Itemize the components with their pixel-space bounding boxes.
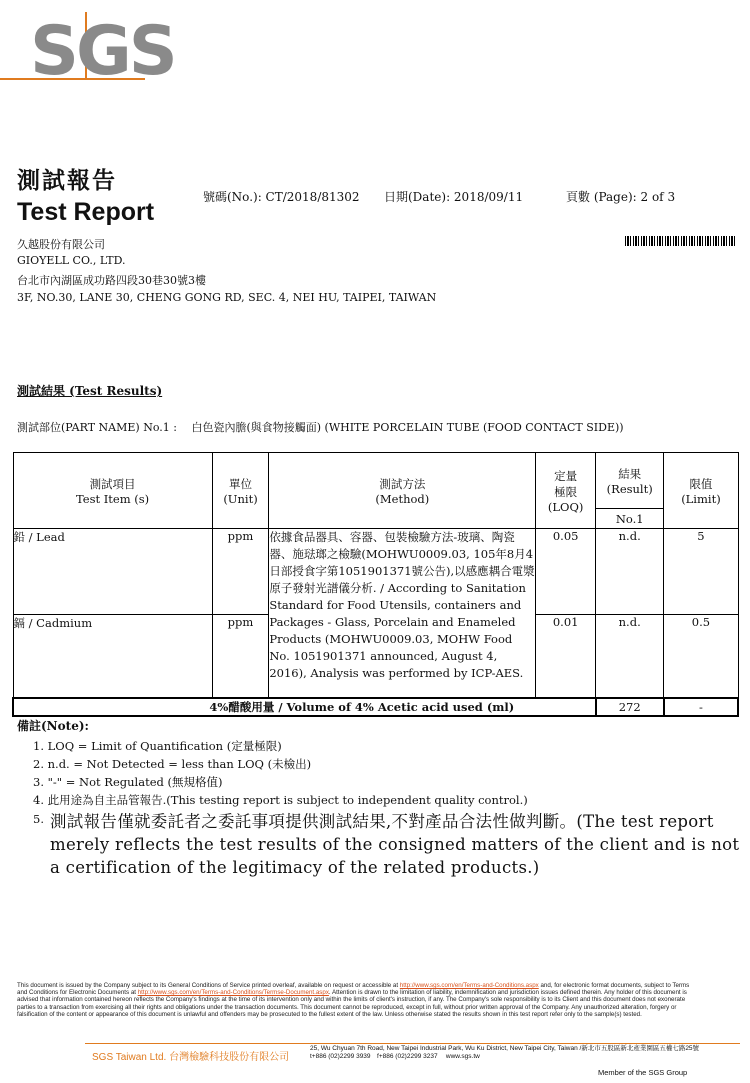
note-item: 2. n.d. = Not Detected = less than LOQ (未檢出) [33, 757, 312, 771]
row-unit: ppm [212, 529, 269, 615]
header-loq: 定量 極限 (LOQ) [536, 453, 596, 529]
volume-result: 272 [596, 698, 664, 716]
row-result: n.d. [596, 615, 664, 698]
client-address-en: 3F, NO.30, LANE 30, CHENG GONG RD, SEC. 4, NEI HU, TAIPEI, TAIWAN [17, 291, 437, 304]
row-item: 鎘 / Cadmium [13, 615, 212, 698]
test-results-heading: 測試結果 (Test Results) [17, 384, 163, 398]
report-title-en: Test Report [17, 198, 155, 226]
table-row [13, 529, 738, 615]
volume-row [13, 698, 738, 716]
volume-label: 4%醋酸用量 / Volume of 4% Acetic acid used (ml) [13, 698, 596, 716]
footer-contact [310, 1045, 699, 1061]
results-table [12, 452, 739, 717]
report-date: 日期(Date): 2018/09/11 [384, 190, 524, 204]
terms-link[interactable]: http://www.sgs.com/en/Terms-and-Conditions.aspx [399, 982, 539, 989]
part-name: 測試部位(PART NAME) No.1 : 白色瓷內膽(與食物接觸面) (WHITE PORCELAIN TUBE (FOOD CONTACT SIDE)) [17, 421, 624, 434]
header-unit: 單位 (Unit) [212, 453, 269, 529]
row-result: n.d. [596, 529, 664, 615]
row-loq: 0.01 [536, 615, 596, 698]
sgs-logo: SGS [30, 12, 175, 91]
row-item: 鉛 / Lead [13, 529, 212, 615]
footer-address: 25, Wu Chyuan 7th Road, New Taipei Industrial Park, Wu Ku District, New Taipei City, Taiwan /新北市五股區新北產業園區五權七路25號 [310, 1045, 700, 1052]
row-unit: ppm [212, 615, 269, 698]
e-document-terms-link[interactable]: http://www.sgs.com/en/Terms-and-Conditions/Termse-Document.aspx [137, 989, 329, 997]
client-name-en: GIOYELL CO., LTD. [17, 254, 126, 267]
note-item: 1. LOQ = Limit of Quantification (定量極限) [33, 739, 282, 753]
footer-rule [85, 1043, 740, 1044]
client-name-zh: 久越股份有限公司 [17, 238, 105, 251]
member-of-sgs-group: Member of the SGS Group [598, 1068, 688, 1077]
row-limit: 0.5 [664, 615, 738, 698]
note-5-text: 測試報告僅就委託者之委託事項提供測試結果,不對產品合法性做判斷。(The test report merely reflects the test results of the consigned matters of the client and is not a certification of the legitimacy of the related products.) [50, 812, 740, 877]
report-title-zh: 測試報告 [17, 167, 117, 194]
row-limit: 5 [664, 529, 738, 615]
note-item: 4. 此用途為自主品管報告.(This testing report is subject to independent quality control.) [33, 793, 528, 807]
method-description: 依據食品器具、容器、包裝檢驗方法-玻璃、陶瓷器、施琺瑯之檢驗(MOHWU0009.03, 105年8月4日部授食字第1051901371號公告),以感應耦合電漿原子發射光譜儀分析. / According to Sanitation Standard for Food Utensils, containers and Packages - Glass, Porcelain and Enameled Products (MOHWU0009.03, MOHW Food No. 1051901371 announced, August 4, 2016), Analysis was performed by ICP-AES. [269, 529, 536, 698]
header-result-no: No.1 [596, 509, 664, 529]
footer-company: SGS Taiwan Ltd. 台灣檢驗科技股份有限公司 [92, 1052, 290, 1063]
client-address-zh: 台北市內湖區成功路四段30巷30號3樓 [17, 274, 206, 287]
page-indicator: 頁數 (Page): 2 of 3 [566, 190, 676, 204]
header-test-item: 測試項目 Test Item (s) [13, 453, 212, 529]
header-limit: 限值 (Limit) [664, 453, 738, 529]
note-item: 3. "-" = Not Regulated (無規格值) [33, 775, 223, 789]
header-method: 測試方法 (Method) [269, 453, 536, 529]
row-loq: 0.05 [536, 529, 596, 615]
notes-heading: 備註(Note): [17, 719, 89, 733]
footer-phone: t+886 (02)2299 3939 f+886 (02)2299 3237 www.sgs.tw [310, 1053, 480, 1060]
note-5-number: 5. [33, 812, 44, 826]
barcode [625, 236, 737, 246]
header-result: 結果 (Result) [596, 453, 664, 509]
report-number: 號碼(No.): CT/2018/81302 [203, 190, 360, 204]
table-header-row [13, 453, 738, 509]
volume-limit: - [664, 698, 738, 716]
legal-disclaimer: This document is issued by the Company subject to its General Conditions of Service printed overleaf, available on request or accessible at http://www.sgs.com/en/Terms-and-Conditions.aspx and, for electronic format documents, subject to Terms and Conditions for Electronic Documents at http://www.sgs.com/en/Terms-and-Conditions/Termse-Document.aspx. Attention is drawn to the limitation of liability, indemnification and jurisdiction issues defined therein. Any holder of this document is advised that information contained hereon reflects the Company's findings at the time of its intervention only and within the limits of client's instruction, if any. The Company's sole responsibility is to its Client and this document does not exonerate parties to a transaction from exercising all their rights and obligations under the transaction documents. This document cannot be reproduced, except in full, without prior written approval of the Company. Any unauthorized alteration, forgery or falsification of the content or appearance of this document is unlawful and offenders may be prosecuted to the fullest extent of the law. Unless otherwise stated the results shown in this test report refer only to the sample(s) tested. [17, 982, 690, 1018]
